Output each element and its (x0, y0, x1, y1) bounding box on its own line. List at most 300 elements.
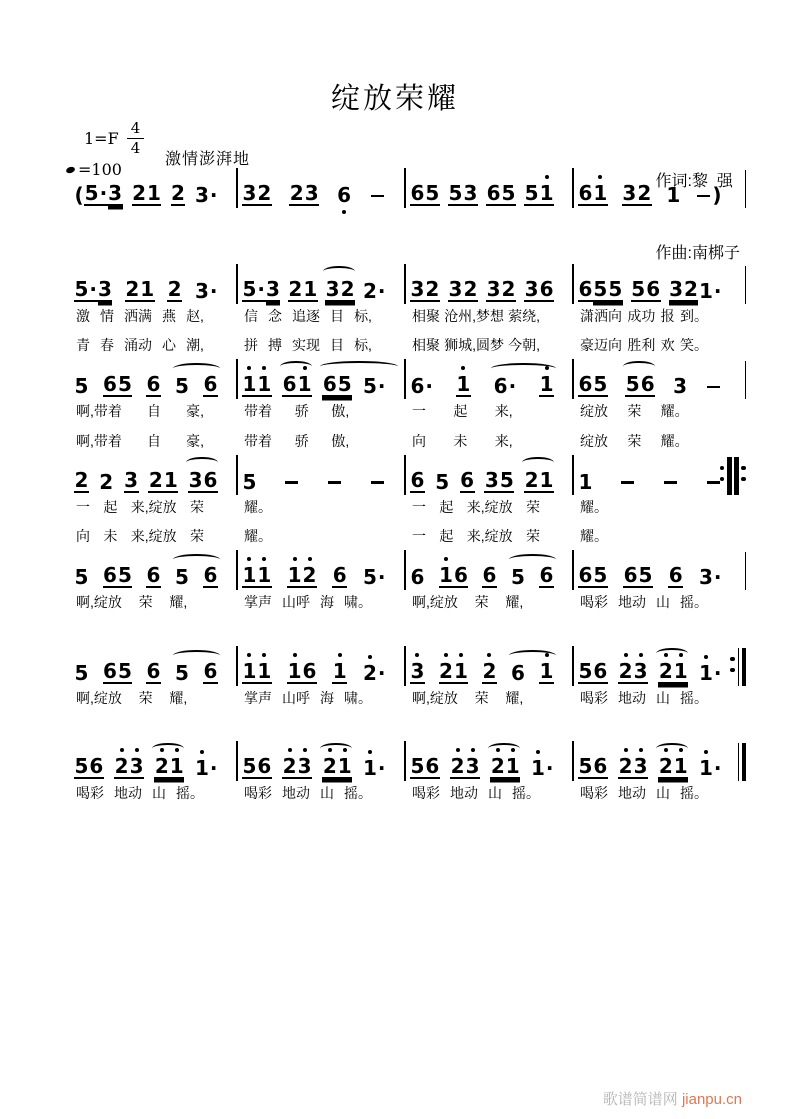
time-signature-bottom: 4 (130, 138, 141, 157)
dash-note (707, 481, 720, 484)
note: 1 (505, 756, 520, 779)
note: 1 (147, 181, 161, 205)
note-cell (482, 658, 497, 684)
dash-note (707, 386, 720, 389)
lyric-syllable: 来, (494, 432, 513, 449)
high-octave-dot (293, 557, 297, 561)
note-cell (484, 467, 514, 493)
note-cell (362, 567, 386, 588)
lyric-syllable: 耀, (169, 689, 188, 706)
note: 3 (194, 183, 209, 207)
note: 6 (337, 185, 352, 206)
end-barline-bar (745, 170, 747, 208)
barline (738, 743, 740, 781)
low-octave-dot (342, 210, 346, 214)
high-octave-dot (262, 557, 266, 561)
note: 6 (578, 563, 593, 587)
note-cell (539, 565, 554, 588)
note: 2 (322, 756, 337, 779)
note: 6 (410, 181, 425, 205)
lyric-syllable: 向 (412, 432, 426, 449)
lyric-syllable: 啊,绽放 (412, 594, 458, 610)
note: 5 (117, 372, 132, 396)
note: 1 (456, 374, 471, 397)
lyric-syllable: 掌声 (244, 594, 272, 610)
note-group-row (410, 743, 554, 779)
note: 3 (266, 276, 280, 301)
lyric-syllable: 带着 (244, 432, 272, 449)
note-group-row (242, 457, 386, 493)
note-cell (705, 386, 722, 398)
note: 1 (593, 183, 608, 206)
score-system (68, 168, 740, 264)
note-cell (486, 276, 516, 302)
note: 1 (257, 565, 272, 588)
note-cell (524, 467, 554, 493)
slur-arc (320, 361, 398, 372)
barline (738, 648, 740, 686)
open-paren: ( (74, 183, 84, 207)
watermark-site: 歌谱简谱网 (602, 1091, 682, 1108)
note: 5 (425, 181, 440, 205)
note: 2 (114, 756, 129, 779)
note: 5 (593, 372, 608, 396)
note: 2 (524, 467, 539, 492)
note: 2 (658, 756, 673, 779)
note-group-row (242, 266, 386, 302)
measure (236, 646, 404, 714)
duration-dot: · (425, 374, 434, 398)
note: 3 (484, 467, 499, 492)
lyric-line (578, 493, 722, 523)
note-cell (74, 467, 89, 493)
note: 2 (171, 181, 185, 205)
note: 6 (302, 658, 317, 683)
lyric-syllable: 起 (103, 498, 118, 515)
note: 5 (593, 563, 608, 587)
note: 2 (439, 661, 454, 684)
watermark (603, 1088, 742, 1109)
note: 1 (303, 276, 318, 301)
note: 2 (99, 469, 114, 494)
high-octave-dot (303, 366, 307, 370)
note-cell (74, 567, 89, 588)
lyric-syllable: 萦绕, (508, 307, 540, 324)
high-octave-dot (368, 655, 372, 659)
note: 3 (325, 276, 340, 301)
lyric-syllable: 啸。 (344, 689, 372, 706)
time-signature (127, 120, 145, 156)
lyric-syllable: 实现 (292, 337, 321, 353)
barline (745, 170, 747, 208)
measure (68, 455, 236, 552)
note-cell (175, 567, 190, 588)
note-cell (486, 183, 516, 206)
lyric-syllable: 追逐 (292, 307, 321, 324)
high-octave-dot (343, 748, 347, 752)
note: 6 (103, 372, 117, 396)
high-octave-dot (511, 748, 515, 752)
lyric-line (74, 779, 218, 809)
lyric-syllable: 摇。 (512, 785, 540, 801)
note: 6 (511, 660, 525, 685)
measure (572, 741, 740, 809)
note-group-row (578, 457, 722, 493)
lyric-line (578, 331, 722, 361)
lyric-line (410, 779, 554, 809)
lyric-syllable: 啊,绽放 (412, 689, 458, 706)
high-octave-dot (704, 655, 708, 659)
measure (404, 646, 572, 714)
note-group-row (578, 743, 722, 779)
lyric-syllable: 胜利 (627, 337, 656, 353)
note: 5 (175, 374, 189, 398)
note-cell (125, 276, 155, 302)
slur-arc (656, 648, 688, 659)
note-cell (322, 756, 352, 779)
note: 2 (490, 756, 505, 779)
note-group-row (74, 361, 218, 397)
note: 2 (289, 181, 304, 205)
lyric-line (410, 588, 554, 618)
lyric-syllable: 目 (330, 307, 345, 324)
note: 3 (448, 276, 463, 301)
note-cell (631, 276, 661, 302)
lyricist-credit: 作词:黎 强 (655, 173, 733, 190)
note-cell (132, 183, 162, 206)
score-system (68, 264, 740, 360)
note-cell (124, 467, 139, 493)
note-cell (325, 276, 355, 302)
note-group-row (74, 170, 218, 206)
note: 3 (194, 278, 209, 303)
note-group-row (74, 457, 218, 493)
note-cell (698, 758, 722, 779)
note-cell (410, 467, 425, 493)
lyric-line (410, 427, 554, 457)
note-cell (410, 376, 434, 397)
note-cell (362, 376, 386, 397)
note-cell (362, 758, 386, 779)
note: 2 (637, 181, 652, 205)
note: 6 (578, 276, 593, 301)
note: 6 (203, 563, 218, 587)
note-cell (410, 567, 425, 588)
note: 5 (74, 754, 89, 778)
measure (572, 550, 740, 618)
lyric-syllable: 心 (162, 337, 177, 353)
barline-thick (742, 743, 747, 781)
high-octave-dot (664, 653, 668, 657)
measure (404, 550, 572, 618)
barline (745, 552, 747, 590)
note-cell (578, 183, 608, 206)
note-cell (99, 469, 114, 494)
lyric-syllable: 地动 (282, 785, 310, 801)
high-octave-dot (461, 366, 465, 370)
end-barline-bar (745, 552, 747, 590)
lyric-syllable: 耀。 (244, 498, 272, 515)
high-octave-dot (338, 653, 342, 657)
slur-arc (186, 457, 218, 468)
lyric-line (242, 331, 386, 361)
dash-note (697, 195, 710, 198)
note-cell (332, 658, 347, 684)
note-cell (410, 183, 440, 206)
duration-dot: · (209, 756, 218, 780)
note-cell (242, 183, 272, 206)
note: 5 (578, 754, 593, 778)
note-cell (283, 481, 300, 493)
note-cell (369, 481, 386, 493)
lyric-line (74, 302, 218, 332)
measure (572, 646, 740, 714)
lyric-syllable: 摇。 (680, 785, 708, 801)
note: 1 (169, 756, 184, 779)
note: 2 (125, 276, 140, 301)
slur-arc (522, 457, 554, 468)
note-cell (666, 185, 681, 206)
note-cell (242, 565, 272, 588)
lyric-line (74, 588, 218, 618)
lyric-syllable: 标, (354, 337, 372, 353)
note-cell (539, 374, 554, 397)
note: 3 (410, 661, 425, 684)
lyric-syllable: 搏 (268, 337, 283, 353)
dot (720, 466, 725, 471)
note-cell (362, 660, 386, 685)
note-cell (669, 276, 722, 303)
high-octave-dot (639, 748, 643, 752)
note: 5 (362, 565, 377, 589)
end-barline-rptend (730, 648, 746, 686)
lyric-syllable: 耀。 (660, 403, 689, 419)
note: 5 (117, 658, 132, 683)
slur-arc (320, 743, 352, 754)
note-cell (203, 658, 218, 684)
lyric-syllable: 耀, (169, 594, 188, 610)
measure (68, 646, 236, 714)
note: 6 (539, 563, 554, 587)
lyric-syllable: 海 (320, 594, 334, 610)
lyric-syllable: 潮, (186, 337, 204, 353)
lyric-syllable: 豪, (186, 403, 204, 419)
measure (236, 264, 404, 361)
lyric-line (74, 427, 218, 457)
note-cell (369, 195, 386, 207)
measure-row (68, 455, 740, 552)
high-octave-dot (200, 750, 204, 754)
note-cell (673, 376, 688, 397)
note: 6 (410, 467, 425, 492)
lyric-syllable: 笑。 (679, 337, 708, 353)
note-cell (74, 376, 89, 397)
high-octave-dot (135, 748, 139, 752)
measure (572, 359, 740, 456)
note-cell (698, 567, 722, 588)
lyric-syllable: 摇。 (344, 785, 372, 801)
lyric-syllable: 青 (76, 337, 90, 353)
measure (68, 359, 236, 456)
note-cell (439, 658, 469, 684)
high-octave-dot (459, 653, 463, 657)
lyric-syllable: 地动 (618, 785, 646, 801)
note-cell (146, 374, 161, 397)
barline (745, 361, 747, 399)
note: 6 (453, 563, 468, 587)
lyric-syllable: 地动 (618, 689, 646, 706)
note-cell (658, 756, 688, 779)
duration-dot: · (545, 756, 554, 780)
dot (741, 466, 746, 471)
note-cell (287, 565, 317, 588)
note-cell (658, 658, 688, 684)
composer-credit: 作曲:南梆子 (655, 245, 740, 262)
note-cell (203, 374, 218, 397)
duration-dot: · (713, 756, 722, 780)
end-barline-bar (745, 361, 747, 399)
lyric-syllable: 来,绽放 (466, 528, 513, 544)
note-cell (188, 467, 218, 493)
note: 6 (486, 181, 501, 205)
duration-dot: · (99, 181, 108, 205)
lyric-line (242, 302, 386, 332)
note-cell (410, 276, 440, 302)
note-cell (322, 374, 352, 397)
note-cell (698, 660, 722, 685)
note: 2 (482, 661, 497, 684)
note: 1 (673, 661, 688, 684)
measure-row (68, 550, 740, 618)
high-octave-dot (624, 748, 628, 752)
note-cell (622, 183, 652, 206)
note: 1 (698, 278, 713, 303)
note-cell (242, 658, 272, 684)
high-octave-dot (545, 175, 549, 179)
note: 2 (618, 756, 633, 779)
note: 1 (242, 374, 257, 397)
duration-dot: · (257, 276, 266, 301)
lyric-syllable: 信 (244, 307, 258, 324)
note: 5 (511, 565, 525, 589)
lyric-syllable: 目 (330, 337, 345, 353)
lyric-line (74, 684, 218, 714)
measure (236, 455, 404, 552)
measure (236, 168, 404, 206)
duration-dot: · (209, 183, 218, 207)
note-cell (578, 756, 608, 779)
high-octave-dot (262, 653, 266, 657)
note: 2 (463, 276, 478, 301)
note: 2 (257, 181, 272, 205)
note: 5 (117, 563, 132, 587)
lyric-syllable: 山呼 (282, 689, 310, 706)
lyric-syllable: 喝彩 (580, 594, 608, 610)
repeat-dots (730, 648, 735, 686)
lyric-syllable: 掌声 (244, 689, 272, 706)
note: 2 (74, 467, 89, 492)
lyric-syllable: 摇。 (680, 594, 708, 610)
measure (236, 741, 404, 809)
note-cell (695, 185, 722, 206)
note: 3 (698, 565, 713, 589)
note-cell (332, 565, 347, 588)
lyric-line (242, 493, 386, 523)
lyric-syllable: 洒满 (124, 307, 153, 324)
time-signature-top: 4 (127, 120, 145, 139)
note: 3 (297, 756, 312, 779)
note: 2 (362, 663, 377, 684)
lyric-line (578, 684, 722, 714)
note-cell (493, 376, 517, 397)
lyric-syllable: 豪, (186, 432, 204, 449)
note: 6 (257, 754, 272, 778)
lyric-syllable: 燕 (162, 307, 177, 324)
note-cell (282, 756, 312, 779)
note: 6 (646, 276, 661, 301)
lyric-syllable: 山呼 (282, 594, 310, 610)
lyric-line (74, 397, 218, 427)
duration-dot: · (377, 278, 386, 303)
duration-dot: · (713, 660, 722, 685)
lyric-line (578, 779, 722, 809)
lyric-syllable: 荣 (627, 403, 642, 419)
high-octave-dot (664, 748, 668, 752)
high-octave-dot (328, 748, 332, 752)
note-group-row (410, 457, 554, 493)
note-cell (524, 183, 554, 206)
high-octave-dot (444, 557, 448, 561)
lyric-syllable: 傲, (331, 403, 350, 419)
note: 5 (593, 276, 608, 301)
lyric-syllable: 喝彩 (76, 785, 104, 801)
measure (68, 264, 236, 361)
note: 1 (698, 663, 713, 684)
lyric-syllable: 今朝, (508, 337, 540, 353)
measure-row (68, 264, 740, 361)
measure (404, 359, 572, 456)
dash-note (621, 481, 634, 484)
lyric-syllable: 赵, (186, 307, 204, 324)
note-cell (148, 467, 178, 493)
note-cell (619, 481, 636, 493)
tempo-value: =100 (78, 160, 122, 179)
note-cell (242, 469, 257, 494)
high-octave-dot (679, 748, 683, 752)
lyric-syllable: 荣 (474, 689, 489, 706)
note: 6 (146, 563, 161, 587)
note-cell (326, 481, 343, 493)
note: 6 (103, 658, 117, 683)
barline-thick (727, 457, 732, 495)
slur-arc (656, 743, 688, 754)
duration-dot: · (508, 374, 517, 398)
note-cell (511, 660, 526, 685)
note-cell (410, 658, 425, 684)
lyric-syllable: 潇洒向 (580, 307, 622, 324)
note: 2 (132, 181, 147, 205)
note-cell (74, 183, 123, 206)
key-signature: 1=F (84, 128, 119, 148)
lyric-syllable: 地动 (114, 785, 142, 801)
note: 2 (501, 276, 516, 301)
high-octave-dot (471, 748, 475, 752)
lyric-syllable: 来,绽放 (466, 498, 513, 515)
lyric-syllable: 摇。 (176, 785, 204, 801)
note: 6 (460, 467, 475, 492)
note-cell (625, 374, 655, 397)
note-group-row (410, 361, 554, 397)
